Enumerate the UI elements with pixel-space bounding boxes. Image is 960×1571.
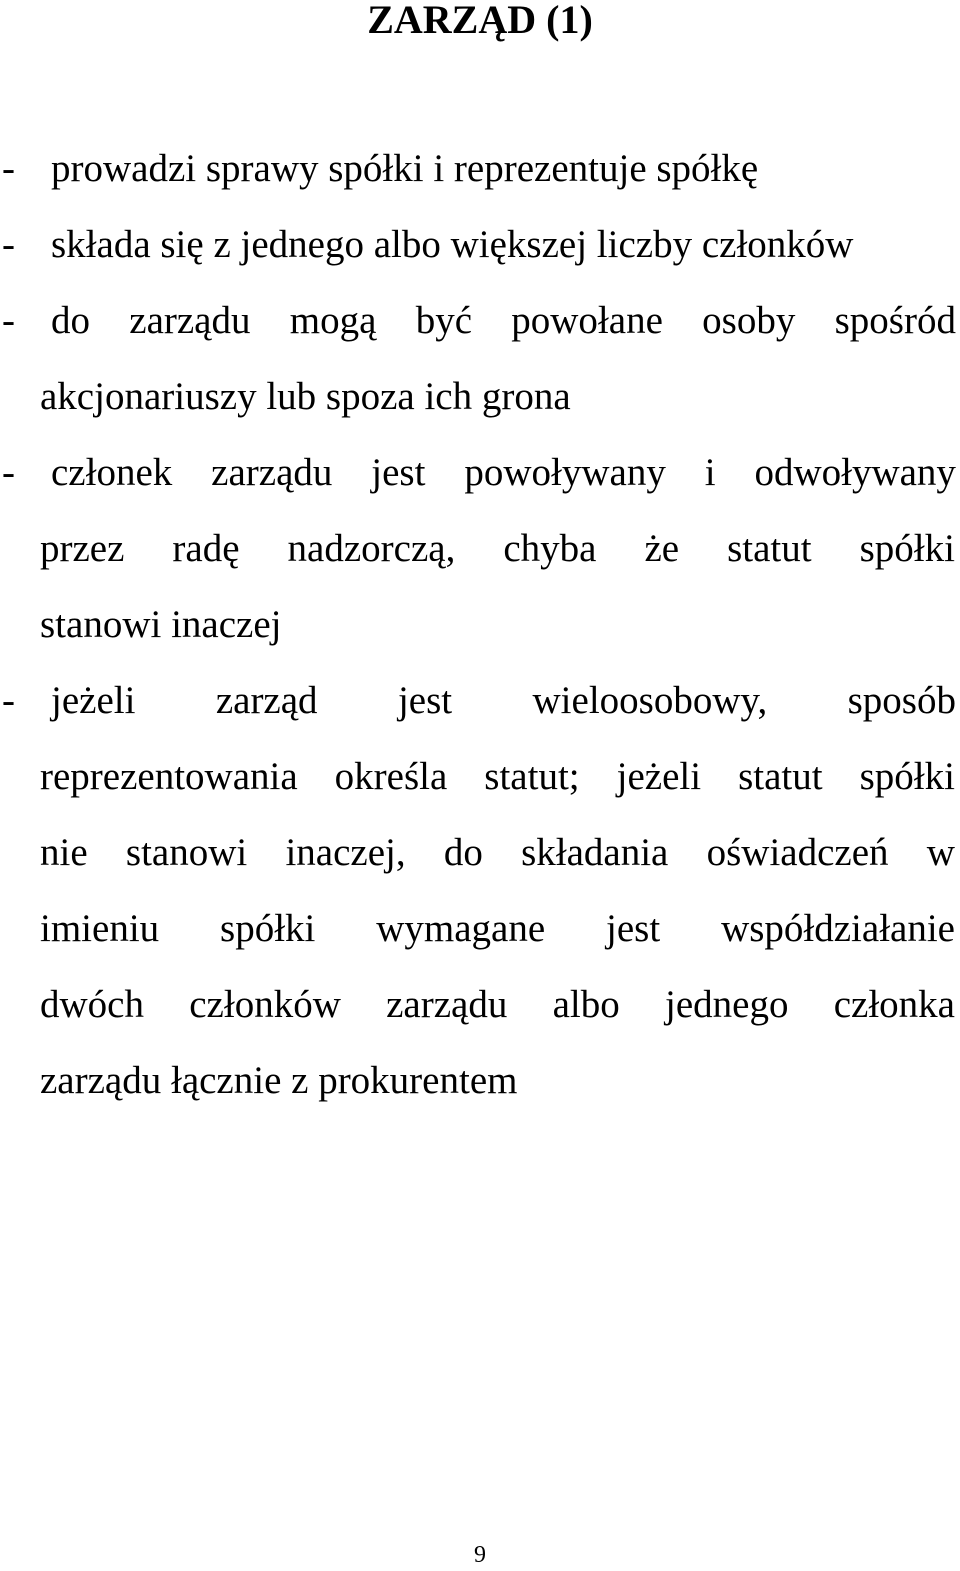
list-item [0,291,960,367]
list-item-continuation [0,1051,960,1127]
bullet-list [0,139,960,1127]
list-item-text: jeżeli zarząd jest wieloosobowy, sposób [51,679,956,722]
list-item-text: reprezentowania określa statut; jeżeli statut spółki [40,755,955,798]
list-item [0,215,960,291]
list-item [0,443,960,519]
bullet-dash: - [2,299,15,342]
list-item-text: przez radę nadzorczą, chyba że statut spółki [40,527,955,570]
list-item-text: do zarządu mogą być powołane osoby spośród [51,299,956,342]
list-item-continuation [0,823,960,899]
list-item-continuation [0,367,960,443]
list-item-text: składa się z jednego albo większej liczby członków [51,223,854,266]
list-item-text: członek zarządu jest powoływany i odwoływany [51,451,956,494]
list-item-text: imieniu spółki wymagane jest współdziałanie [40,907,955,950]
list-item [0,139,960,215]
list-item-text: stanowi inaczej [40,603,282,646]
list-item-text: akcjonariuszy lub spoza ich grona [40,375,571,418]
list-item-continuation [0,975,960,1051]
list-item-text: zarządu łącznie z prokurentem [40,1059,518,1102]
list-item-text: nie stanowi inaczej, do składania oświadczeń w [40,831,955,874]
list-item [0,671,960,747]
bullet-dash: - [2,147,15,190]
page-title: ZARZĄD (1) [367,0,593,42]
list-item-continuation [0,595,960,671]
bullet-dash: - [2,223,15,266]
page-number: 9 [474,1542,486,1568]
list-item-continuation [0,519,960,595]
list-item-text: dwóch członków zarządu albo jednego członka [40,983,955,1026]
bullet-dash: - [2,451,15,494]
list-item-text: prowadzi sprawy spółki i reprezentuje spółkę [51,147,759,190]
list-item-continuation [0,747,960,823]
bullet-dash: - [2,679,15,722]
list-item-continuation [0,899,960,975]
